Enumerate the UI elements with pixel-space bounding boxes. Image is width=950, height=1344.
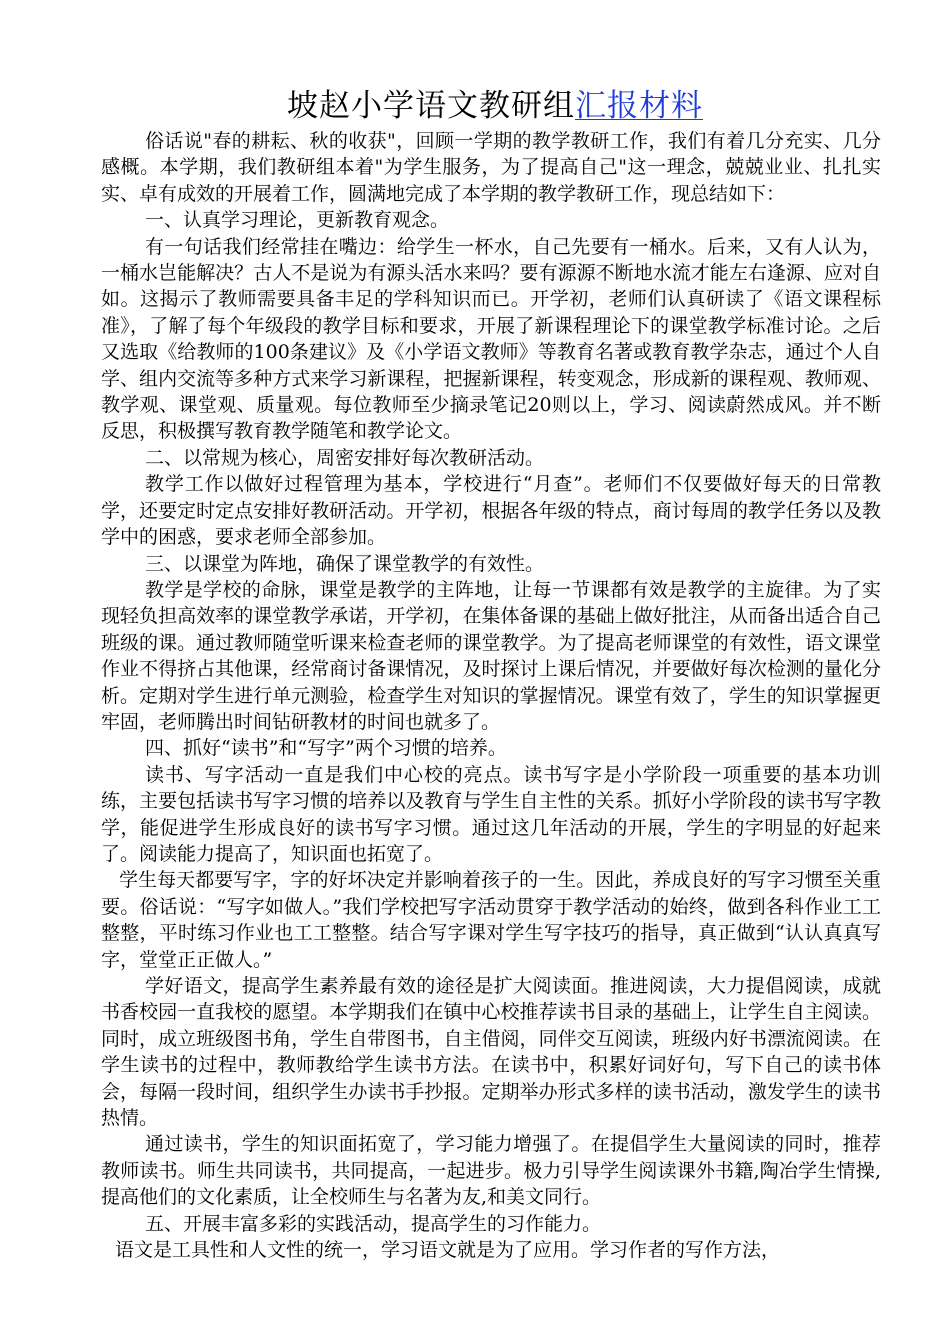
section-heading-5: 五、开展丰富多彩的实践活动，提高学生的习作能力。: [145, 1212, 602, 1235]
section-4-paragraph-3: 学好语文，提高学生素养最有效的途径是扩大阅读面。推进阅读，大力提倡阅读，成就书香校园一直我校的愿望。本学期我们在镇中心校推荐读书目录的基础上，让学生自主阅读。同时，成立班级图书角，学生自带图书，自主借阅，同伴交互阅读，班级内好书漂流阅读。在学生读书的过程中，教师教给学生读书方法。在读书中，积累好词好句，写下自己的读书体会，每隔一段时间，组织学生办读书手抄报。定期举办形式多样的读书活动，激发学生的读书热情。: [101, 975, 881, 1130]
section-4-paragraph-1: 读书、写字活动一直是我们中心校的亮点。读书写字是小学阶段一项重要的基本功训练，主要包括读书写字习惯的培养以及教育与学生自主性的关系。抓好小学阶段的读书写字教学，能促进学生形成良好的读书写字习惯。通过这几年活动的开展，学生的字明显的好起来了。阅读能力提高了，知识面也拓宽了。: [101, 763, 881, 865]
section-3-paragraph: 教学是学校的命脉，课堂是教学的主阵地，让每一节课都有效是教学的主旋律。为了实现轻负担高效率的课堂教学承诺，开学初，在集体备课的基础上做好批注，从而备出适合自己班级的课。通过教师随堂听课来检查老师的课堂教学。为了提高老师课堂的有效性，语文课堂作业不得挤占其他课，经常商讨备课情况，及时探讨上课后情况，并要做好每次检测的量化分析。定期对学生进行单元测验，检查学生对知识的掌握情况。课堂有效了，学生的知识掌握更牢固，老师腾出时间钻研教材的时间也就多了。: [101, 578, 881, 733]
title-link[interactable]: 汇报材料: [575, 88, 703, 124]
intro-paragraph: 俗话说"春的耕耘、秋的收获"，回顾一学期的教学教研工作，我们有着几分充实、几分感概。本学期，我们教研组本着"为学生服务，为了提高自己"这一理念，兢兢业业、扎扎实实、卓有成效的开展着工作，圆满地完成了本学期的教学教研工作，现总结如下：: [101, 130, 881, 205]
section-heading-4: 四、抓好“读书”和“写字”两个习惯的培养。: [145, 737, 507, 760]
title-text: 坡赵小学语文教研组: [287, 88, 575, 124]
section-1-paragraph: 有一句话我们经常挂在嘴边：给学生一杯水，自己先要有一桶水。后来，又有人认为，一桶水岂能解决？古人不是说为有源头活水来吗？要有源源不断地水流才能左右逢源、应对自如。这揭示了教师需要具备丰足的学科知识而已。开学初，老师们认真研读了《语文课程标准》，了解了每个年级段的教学目标和要求，开展了新课程理论下的课堂教学标准讨论。之后又选取《给教师的100条建议》及《小学语文教师》等教育名著或教育教学杂志，通过个人自学、组内交流等多种方式来学习新课程，把握新课程，转变观念，形成新的课程观、教师观、教学观、课堂观、质量观。每位教师至少摘录笔记20则以上，学习、阅读蔚然成风。并不断反思，积极撰写教育教学随笔和教学论文。: [101, 235, 881, 443]
section-heading-3: 三、以课堂为阵地，确保了课堂教学的有效性。: [145, 552, 545, 575]
section-2-paragraph: 教学工作以做好过程管理为基本，学校进行“月查”。老师们不仅要做好每天的日常教学，还要定时定点安排好教研活动。开学初，根据各年级的特点，商讨每周的教学任务以及教学中的困惑，要求老师全部参加。: [101, 473, 881, 549]
section-4-paragraph-4: 通过读书，学生的知识面拓宽了，学习能力增强了。在提倡学生大量阅读的同时，推荐教师读书。师生共同读书，共同提高，一起进步。极力引导学生阅读课外书籍,陶冶学生情操,提高他们的文化素质，让全校师生与名著为友,和美文同行。: [101, 1133, 881, 1209]
section-heading-1: 一、认真学习理论，更新教育观念。: [145, 209, 450, 232]
section-heading-2: 二、以常规为核心，周密安排好每次教研活动。: [145, 446, 545, 469]
section-4-paragraph-2: 学生每天都要写字，字的好坏决定并影响着孩子的一生。因此，养成良好的写字习惯至关重要。俗话说：“写字如做人。”我们学校把写字活动贯穿于教学活动的始终，做到各科作业工工整整，平时练习作业也工工整整。结合写字课对学生写字技巧的指导，真正做到“认认真真写字，堂堂正正做人。”: [101, 869, 881, 971]
document-title: [109, 84, 881, 128]
document-page: [101, 84, 881, 1263]
section-5-paragraph: 语文是工具性和人文性的统一，学习语文就是为了应用。学习作者的写作方法，: [115, 1239, 781, 1262]
